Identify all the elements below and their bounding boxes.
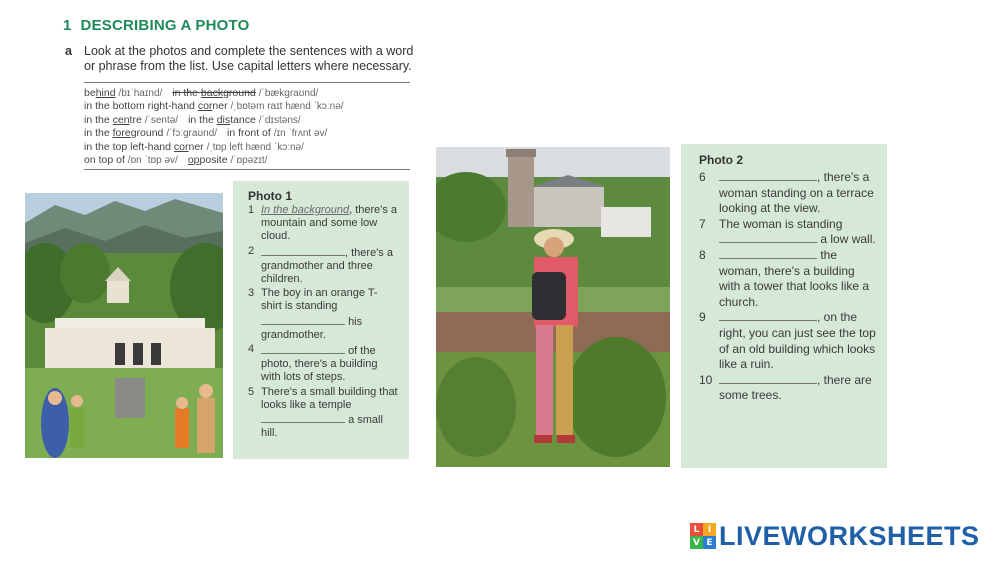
sentence-1: 1 In the background, there's a mountain and some low cloud. [248, 204, 398, 243]
exercise-heading: DESCRIBING A PHOTO [80, 17, 250, 34]
logo-icon [690, 523, 716, 549]
sentence-3: 3 The boy in an orange T-shirt is standing his grandmother. [248, 287, 378, 341]
photo-1-exercise-panel [233, 181, 409, 459]
sentence-6: 6 , there's a woman standing on a terrace looking at the view. [699, 170, 874, 216]
wordlist-row: on top of /ɒn ˈtɒp əv/ opposite /ˈɒpəzɪt/ [84, 154, 268, 167]
word-opposite: opposite [187, 154, 228, 167]
wordlist-row: behind /bɪˈhaɪnd/ in the background /ˈbækgraʊnd/ [84, 87, 319, 99]
wordlist-row: in the bottom right-hand corner /ˌbɒtəm raɪt hænd ˈkɔːnə/ [84, 100, 344, 113]
answer-blank-7[interactable] [719, 232, 817, 243]
sentence-5: 5 There's a small building that looks like a temple a small hill. [248, 385, 398, 440]
sentence-7: 7 The woman is standing a low wall. [699, 216, 876, 247]
logo-tile: E [703, 536, 716, 549]
sentence-10: 10 , there are some trees. [699, 372, 872, 403]
answer-blank-3[interactable] [261, 314, 345, 325]
photo-2-exercise-panel [681, 144, 887, 468]
logo-tile: V [690, 536, 703, 549]
answer-blank-6[interactable] [719, 170, 817, 181]
word-behind: behind [84, 87, 116, 99]
word-on-top-of: on top of [84, 154, 125, 167]
sentence-9: 9 , on the right, you can just see the top of an old building which looks like a ruin. [699, 310, 876, 372]
answer-blank-4[interactable] [261, 343, 345, 354]
sentence-4: 4 of the photo, there's a building with lots of steps. [248, 343, 378, 384]
exercise-title [63, 17, 249, 34]
wordlist-row: in the centre /ˈsentə/ in the distance /ˈdɪstəns/ [84, 113, 301, 126]
photo-2-title: Photo 2 [699, 153, 743, 167]
sentence-2: 2 , there's a grandmother and three children. [248, 244, 393, 286]
word-top-left-corner: in the top left-hand corner [84, 140, 204, 153]
word-in-the-foreground: in the foreground [84, 127, 164, 140]
word-in-the-centre: in the centre [84, 113, 142, 126]
exercise-number: 1 [63, 17, 72, 34]
instruction-letter: a [65, 44, 72, 58]
photo-2-woman-terrace [436, 147, 670, 467]
word-bottom-right-corner: in the bottom right-hand corner [84, 100, 228, 113]
logo-tile: L [690, 523, 703, 536]
instruction-text: Look at the photos and complete the sentences with a word or phrase from the list. Use capital letters where necessary. [84, 44, 414, 73]
answer-blank-8[interactable] [719, 248, 817, 259]
word-in-front-of: in front of [227, 127, 271, 140]
wordlist-row: in the foreground /ˈfɔːgraʊnd/ in front of /ɪn ˈfrʌnt əv/ [84, 127, 328, 140]
answer-blank-10[interactable] [719, 373, 817, 384]
logo-text: LIVEWORKSHEETS [719, 520, 980, 551]
answer-blank-9[interactable] [719, 310, 817, 321]
answer-blank-5[interactable] [261, 412, 345, 423]
photo-1-title: Photo 1 [248, 189, 292, 203]
wordlist-bottom-rule [84, 169, 410, 170]
wordlist-top-rule [84, 82, 410, 83]
word-in-the-distance: in the distance [188, 113, 256, 126]
liveworksheets-logo [690, 520, 980, 552]
example-answer: In the background [261, 204, 350, 216]
word-in-the-background: in the background [172, 87, 256, 99]
wordlist-row: in the top left-hand corner /ˌtɒp left hænd ˈkɔːnə/ [84, 140, 304, 153]
wordlist [84, 87, 414, 167]
sentence-8: 8 the woman, there's a building with a tower that looks like a church. [699, 247, 870, 309]
answer-blank-2[interactable] [261, 245, 345, 256]
logo-tile: I [703, 523, 716, 536]
photo-1-palace-garden [25, 193, 223, 458]
